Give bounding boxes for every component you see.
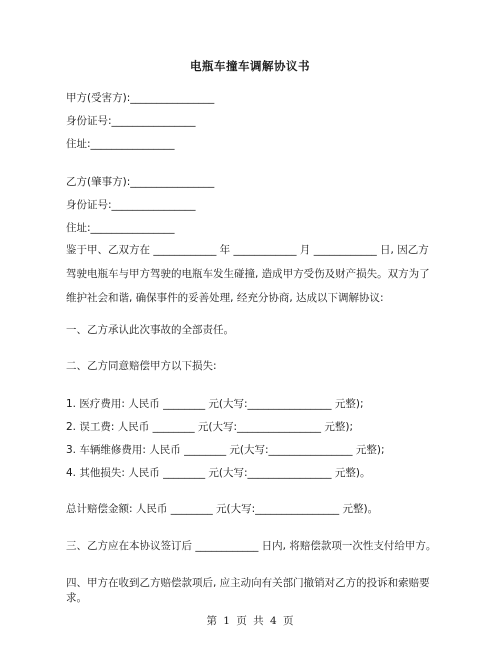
clause-4: 四、甲方在收到乙方赔偿款项后, 应主动向有关部门撤销对乙方的投诉和索赔要求。 <box>66 577 430 604</box>
page-number: 第 1 页 共 4 页 <box>206 615 294 627</box>
party-b-label: 乙方(肇事方):________________ <box>66 176 215 188</box>
total-compensation: 总计赔偿金额: 人民币 ________ 元(大写:________________ 元整)。 <box>66 503 379 515</box>
party-b-address: 住址:________________ <box>66 222 175 234</box>
clause-1: 一、乙方承认此次事故的全部责任。 <box>66 324 234 336</box>
clause-2: 二、乙方同意赔偿甲方以下损失: <box>66 360 217 372</box>
clause-3: 三、乙方应在本协议签订后 ____________ 日内, 将赔偿款项一次性支付给甲方。 <box>66 540 437 552</box>
party-a-address: 住址:________________ <box>66 138 175 150</box>
compensation-item-lost-wages: 2. 误工费: 人民币 ________ 元(大写:________________ 元整); <box>66 421 354 433</box>
party-b-id: 身份证号:________________ <box>66 199 196 211</box>
compensation-item-repair: 3. 车辆维修费用: 人民币 ________ 元(大写:________________ 元整); <box>66 444 385 456</box>
document-title: 电瓶车撞车调解协议书 <box>190 59 310 73</box>
party-a-id: 身份证号:________________ <box>66 115 196 127</box>
party-a-label: 甲方(受害方):________________ <box>66 92 215 104</box>
compensation-item-other: 4. 其他损失: 人民币 ________ 元(大写:________________ 元整)。 <box>66 467 371 479</box>
intro-paragraph: 鉴于甲、乙双方在 ____________ 年 ____________ 月 ____________ 日, 因乙方驾驶电瓶车与甲方驾驶的电瓶车发生碰撞, 造成甲方受伤及财产损失。双方为了维护社会和谐, 确保事件的妥善处理, 经充分协商, 达成以下调解协议: <box>66 244 430 304</box>
compensation-item-medical: 1. 医疗费用: 人民币 ________ 元(大写:________________ 元整); <box>66 398 364 410</box>
